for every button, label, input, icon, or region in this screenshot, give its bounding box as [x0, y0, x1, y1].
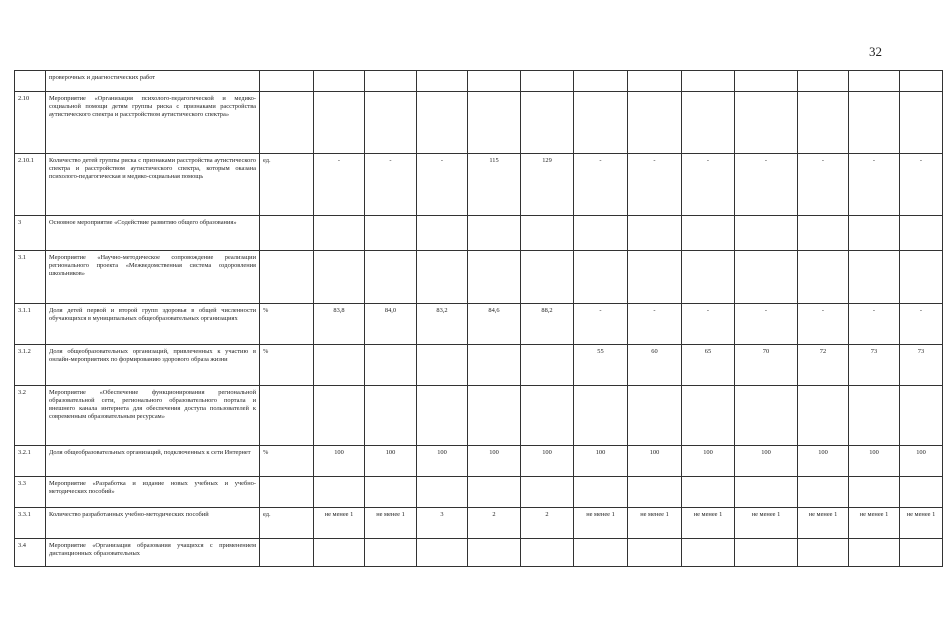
- value-cell: [798, 539, 849, 567]
- row-code-cell: 2.10: [15, 92, 46, 154]
- value-cell: [900, 71, 943, 92]
- row-code-cell: 3.4: [15, 539, 46, 567]
- value-cell: [365, 251, 417, 304]
- value-cell: -: [682, 154, 735, 216]
- value-cell: [574, 251, 628, 304]
- value-cell: [849, 216, 900, 251]
- value-cell: [628, 477, 682, 508]
- value-cell: [468, 251, 521, 304]
- row-unit-cell: [260, 539, 314, 567]
- table-row: [15, 539, 943, 567]
- row-code-cell: 3.2.1: [15, 446, 46, 477]
- page-number: 32: [869, 44, 882, 59]
- value-cell: 2: [521, 508, 574, 539]
- table-row: [15, 477, 943, 508]
- value-cell: [735, 71, 798, 92]
- value-cell: 60: [628, 345, 682, 386]
- row-code-cell: 3.3.1: [15, 508, 46, 539]
- value-cell: [798, 477, 849, 508]
- row-name-cell: Доля детей первой и второй групп здоровья в общей численности обучающихся в муниципальных общеобразовательных организациях: [46, 304, 260, 345]
- value-cell: [417, 345, 468, 386]
- value-cell: -: [628, 304, 682, 345]
- value-cell: [735, 251, 798, 304]
- value-cell: 100: [849, 446, 900, 477]
- table-row: [15, 446, 943, 477]
- value-cell: [574, 92, 628, 154]
- value-cell: -: [849, 304, 900, 345]
- row-code-cell: 3: [15, 216, 46, 251]
- value-cell: [468, 539, 521, 567]
- value-cell: -: [798, 154, 849, 216]
- value-cell: [468, 92, 521, 154]
- value-cell: 100: [468, 446, 521, 477]
- row-code-cell: 3.1.1: [15, 304, 46, 345]
- value-cell: [735, 539, 798, 567]
- table-row: [15, 216, 943, 251]
- row-name-cell: Мероприятие «Разработка и издание новых учебных и учебно-методических пособий»: [46, 477, 260, 508]
- table-row: [15, 345, 943, 386]
- value-cell: -: [574, 154, 628, 216]
- value-cell: 100: [900, 446, 943, 477]
- value-cell: 84,0: [365, 304, 417, 345]
- value-cell: [417, 477, 468, 508]
- value-cell: не менее 1: [574, 508, 628, 539]
- value-cell: [521, 71, 574, 92]
- row-unit-cell: [260, 92, 314, 154]
- value-cell: 100: [574, 446, 628, 477]
- value-cell: не менее 1: [735, 508, 798, 539]
- row-unit-cell: %: [260, 446, 314, 477]
- value-cell: [735, 92, 798, 154]
- value-cell: [521, 345, 574, 386]
- row-name-cell: Основное мероприятие «Содействие развитию общего образования»: [46, 216, 260, 251]
- value-cell: [417, 71, 468, 92]
- row-unit-cell: [260, 216, 314, 251]
- value-cell: [849, 386, 900, 446]
- value-cell: 3: [417, 508, 468, 539]
- value-cell: [574, 71, 628, 92]
- value-cell: [365, 477, 417, 508]
- value-cell: 55: [574, 345, 628, 386]
- value-cell: -: [900, 154, 943, 216]
- value-cell: [314, 92, 365, 154]
- value-cell: [735, 386, 798, 446]
- row-code-cell: [15, 71, 46, 92]
- value-cell: 2: [468, 508, 521, 539]
- row-code-cell: 3.3: [15, 477, 46, 508]
- row-name-cell: Доля общеобразовательных организаций, привлеченных к участию в онлайн-мероприятиях по формированию здорового образа жизни: [46, 345, 260, 386]
- row-unit-cell: [260, 251, 314, 304]
- value-cell: [682, 251, 735, 304]
- value-cell: [521, 477, 574, 508]
- value-cell: -: [574, 304, 628, 345]
- value-cell: [682, 92, 735, 154]
- value-cell: не менее 1: [900, 508, 943, 539]
- row-unit-cell: [260, 71, 314, 92]
- value-cell: [365, 216, 417, 251]
- value-cell: 100: [521, 446, 574, 477]
- value-cell: 129: [521, 154, 574, 216]
- value-cell: 88,2: [521, 304, 574, 345]
- value-cell: [849, 71, 900, 92]
- value-cell: [628, 71, 682, 92]
- value-cell: не менее 1: [849, 508, 900, 539]
- value-cell: 100: [735, 446, 798, 477]
- value-cell: [574, 386, 628, 446]
- row-unit-cell: [260, 386, 314, 446]
- value-cell: 72: [798, 345, 849, 386]
- value-cell: [365, 345, 417, 386]
- value-cell: не менее 1: [682, 508, 735, 539]
- value-cell: [798, 92, 849, 154]
- value-cell: [314, 251, 365, 304]
- value-cell: -: [682, 304, 735, 345]
- value-cell: -: [735, 304, 798, 345]
- value-cell: [314, 71, 365, 92]
- value-cell: [314, 216, 365, 251]
- value-cell: [521, 92, 574, 154]
- value-cell: [735, 216, 798, 251]
- value-cell: [682, 71, 735, 92]
- value-cell: 84,6: [468, 304, 521, 345]
- value-cell: -: [900, 304, 943, 345]
- row-code-cell: 2.10.1: [15, 154, 46, 216]
- value-cell: -: [798, 304, 849, 345]
- table-row: [15, 508, 943, 539]
- value-cell: [365, 539, 417, 567]
- value-cell: 100: [417, 446, 468, 477]
- value-cell: 83,2: [417, 304, 468, 345]
- value-cell: [849, 251, 900, 304]
- value-cell: [900, 386, 943, 446]
- row-unit-cell: ед.: [260, 508, 314, 539]
- table-row: [15, 386, 943, 446]
- value-cell: [900, 477, 943, 508]
- row-name-cell: проверочных и диагностических работ: [46, 71, 260, 92]
- value-cell: [417, 386, 468, 446]
- value-cell: 100: [365, 446, 417, 477]
- value-cell: не менее 1: [798, 508, 849, 539]
- table-row: [15, 154, 943, 216]
- row-name-cell: Количество разработанных учебно-методических пособий: [46, 508, 260, 539]
- value-cell: [521, 386, 574, 446]
- value-cell: [314, 477, 365, 508]
- value-cell: -: [735, 154, 798, 216]
- value-cell: [417, 539, 468, 567]
- value-cell: [849, 477, 900, 508]
- value-cell: не менее 1: [365, 508, 417, 539]
- row-unit-cell: [260, 477, 314, 508]
- row-code-cell: 3.2: [15, 386, 46, 446]
- value-cell: [628, 216, 682, 251]
- value-cell: [628, 386, 682, 446]
- row-name-cell: Мероприятие «Организация психолого-педагогической и медико-социальной помощи детям группы риска с признаками расстройства аутистического спектра и расстройством аутистического спектра»: [46, 92, 260, 154]
- value-cell: [468, 386, 521, 446]
- row-name-cell: Мероприятие «Организация образования учащихся с применением дистанционных образовательных: [46, 539, 260, 567]
- value-cell: 115: [468, 154, 521, 216]
- value-cell: 65: [682, 345, 735, 386]
- value-cell: [365, 71, 417, 92]
- value-cell: [628, 92, 682, 154]
- value-cell: 100: [682, 446, 735, 477]
- row-name-cell: Доля общеобразовательных организаций, подключенных к сети Интернет: [46, 446, 260, 477]
- table-row: [15, 251, 943, 304]
- value-cell: не менее 1: [628, 508, 682, 539]
- table-row: [15, 304, 943, 345]
- value-cell: [365, 92, 417, 154]
- value-cell: [365, 386, 417, 446]
- value-cell: -: [849, 154, 900, 216]
- value-cell: [521, 251, 574, 304]
- value-cell: [521, 539, 574, 567]
- value-cell: [521, 216, 574, 251]
- row-code-cell: 3.1: [15, 251, 46, 304]
- value-cell: [849, 92, 900, 154]
- value-cell: [468, 477, 521, 508]
- row-unit-cell: %: [260, 345, 314, 386]
- value-cell: -: [417, 154, 468, 216]
- value-cell: [735, 477, 798, 508]
- value-cell: 100: [314, 446, 365, 477]
- row-unit-cell: ед.: [260, 154, 314, 216]
- value-cell: [798, 386, 849, 446]
- row-unit-cell: %: [260, 304, 314, 345]
- value-cell: [900, 92, 943, 154]
- value-cell: [417, 92, 468, 154]
- value-cell: 100: [628, 446, 682, 477]
- value-cell: -: [314, 154, 365, 216]
- value-cell: -: [628, 154, 682, 216]
- value-cell: [798, 71, 849, 92]
- value-cell: не менее 1: [314, 508, 365, 539]
- indicators-table: [14, 70, 943, 567]
- value-cell: [468, 71, 521, 92]
- value-cell: -: [365, 154, 417, 216]
- row-name-cell: Мероприятие «Обеспечение функционирования региональной образовательной сети, регионального образовательного портала и внешнего канала интернета для обеспечения доступа пользователей к современным образовательным ресурсам»: [46, 386, 260, 446]
- row-code-cell: 3.1.2: [15, 345, 46, 386]
- value-cell: [682, 386, 735, 446]
- value-cell: [314, 539, 365, 567]
- value-cell: 83,8: [314, 304, 365, 345]
- value-cell: [417, 216, 468, 251]
- value-cell: 73: [900, 345, 943, 386]
- value-cell: [574, 539, 628, 567]
- value-cell: [468, 216, 521, 251]
- value-cell: 100: [798, 446, 849, 477]
- value-cell: 73: [849, 345, 900, 386]
- value-cell: [900, 251, 943, 304]
- value-cell: [574, 477, 628, 508]
- value-cell: [682, 539, 735, 567]
- value-cell: [468, 345, 521, 386]
- value-cell: [314, 386, 365, 446]
- row-name-cell: Количество детей группы риска с признаками расстройства аутистического спектра и расстройством аутистического спектра, которым оказана психолого-педагогическая и медико-социальная помощь: [46, 154, 260, 216]
- value-cell: [574, 216, 628, 251]
- value-cell: [314, 345, 365, 386]
- value-cell: [849, 539, 900, 567]
- value-cell: [628, 539, 682, 567]
- value-cell: [798, 251, 849, 304]
- table-row: [15, 92, 943, 154]
- value-cell: [900, 539, 943, 567]
- value-cell: 70: [735, 345, 798, 386]
- value-cell: [682, 216, 735, 251]
- value-cell: [417, 251, 468, 304]
- value-cell: [900, 216, 943, 251]
- row-name-cell: Мероприятие «Научно-методическое сопровождение реализации регионального проекта «Межведомственная система оздоровления школьников»: [46, 251, 260, 304]
- table-row: [15, 71, 943, 92]
- value-cell: [682, 477, 735, 508]
- value-cell: [628, 251, 682, 304]
- value-cell: [798, 216, 849, 251]
